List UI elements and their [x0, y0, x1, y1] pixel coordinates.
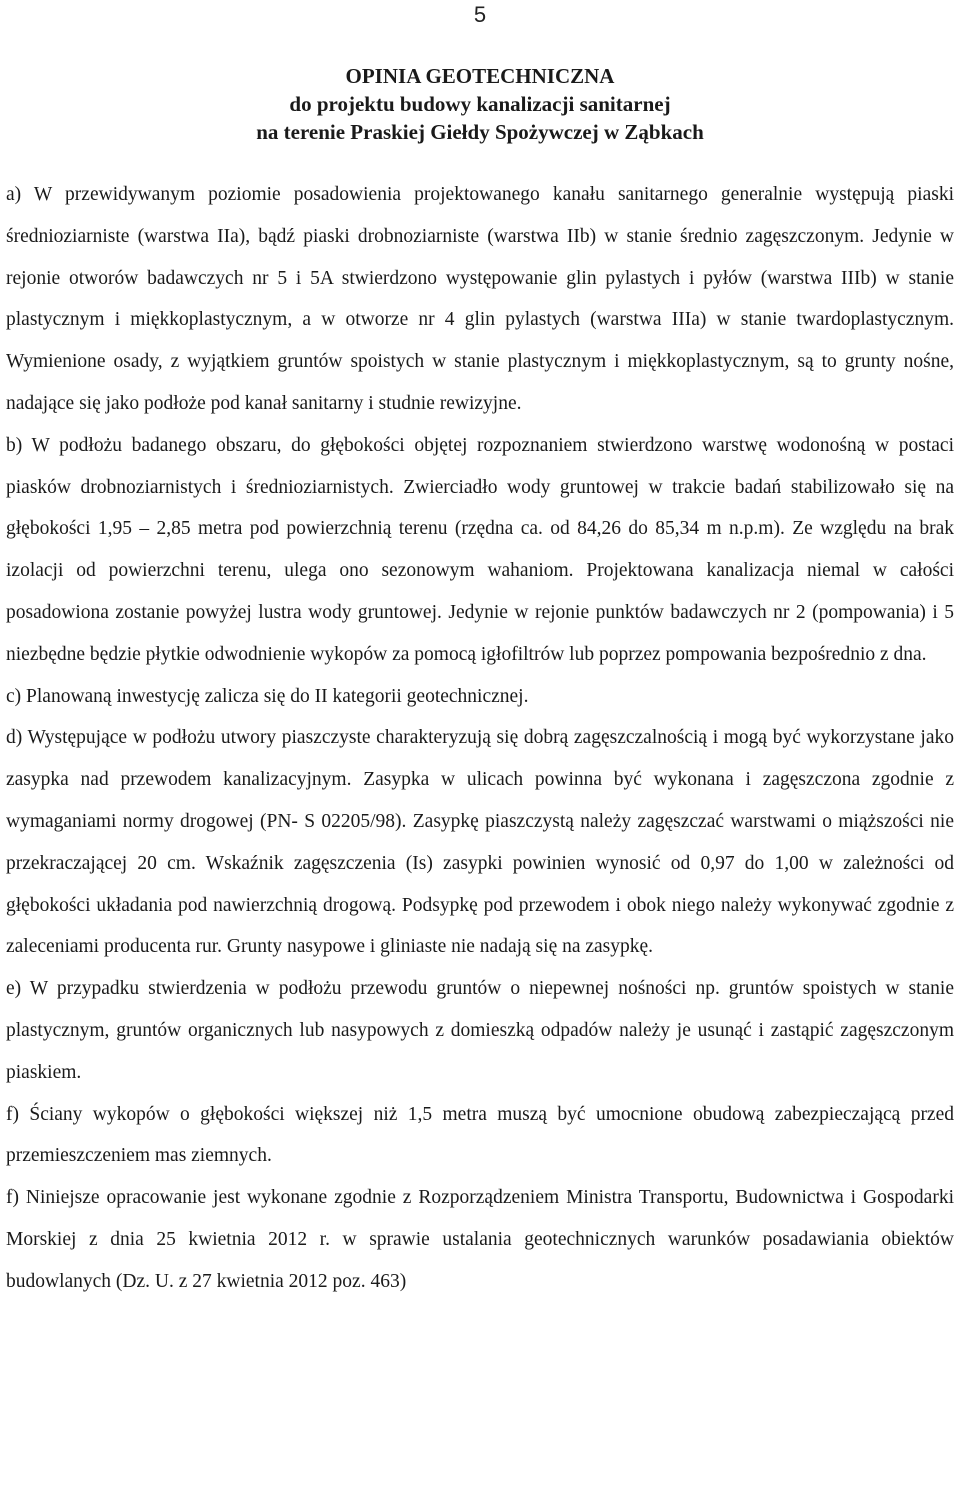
paragraph-f-excavation: f) Ściany wykopów o głębokości większej niż 1,5 metra muszą być umocnione obudową zabezpieczającą przed przemieszczeniem mas ziemnych. [6, 1103, 954, 1167]
document-body [6, 174, 954, 1303]
paragraph-e: e) W przypadku stwierdzenia w podłożu przewodu gruntów o niepewnej nośności np. gruntów spoistych w stanie plastycznym, gruntów organicznych lub nasypowych z domieszką odpadów należy je usunąć i zastąpić zagęszczonym piaskiem. [6, 978, 954, 1083]
document-title: OPINIA GEOTECHNICZNA [345, 64, 615, 88]
document-subtitle-project: do projektu budowy kanalizacji sanitarnej [289, 92, 671, 116]
document-subtitle-location: na terenie Praskiej Giełdy Spożywczej w Ząbkach [256, 120, 704, 144]
document-header [0, 62, 960, 146]
paragraph-b: b) W podłożu badanego obszaru, do głębokości objętej rozpoznaniem stwierdzono warstwę wodonośną w postaci piasków drobnoziarnistych i średnioziarnistych. Zwierciadło wody gruntowej w trakcie badań stabilizowało się na głębokości 1,95 – 2,85 metra pod powierzchnią terenu (rzędna ca. od 84,26 do 85,34 m n.p.m). Ze względu na brak izolacji od powierzchni terenu, ulega ono sezonowym wahaniom. Projektowana kanalizacja niemal w całości posadowiona zostanie powyżej lustra wody gruntowej. Jedynie w rejonie punktów badawczych nr 2 (pompowania) i 5 niezbędne będzie płytkie odwodnienie wykopów za pomocą igłofiltrów lub poprzez pompowania bezpośrednio z dna. [6, 434, 954, 665]
paragraph-f-regulation: f) Niniejsze opracowanie jest wykonane zgodnie z Rozporządzeniem Ministra Transportu, Budownictwa i Gospodarki Morskiej z dnia 25 kwietnia 2012 r. w sprawie ustalania geotechnicznych warunków posadawiania obiektów budowlanych (Dz. U. z 27 kwietnia 2012 poz. 463) [6, 1187, 954, 1292]
page-number: 5 [473, 2, 487, 27]
paragraph-d: d) Występujące w podłożu utwory piaszczyste charakteryzują się dobrą zagęszczalnością i mogą być wykorzystane jako zasypka nad przewodem kanalizacyjnym. Zasypka w ulicach powinna być wykonana i zagęszczona zgodnie z wymaganiami normy drogowej (PN- S 02205/98). Zasypkę piaszczystą należy zagęszczać warstwami o miąższości nie przekraczającej 20 cm. Wskaźnik zagęszczenia (Is) zasypki powinien wynosić od 0,97 do 1,00 w zależności od głębokości układania pod nawierzchnią drogową. Podsypkę pod przewodem i obok niego należy wykonywać zgodnie z zaleceniami producenta rur. Grunty nasypowe i gliniaste nie nadają się na zasypkę. [6, 727, 954, 958]
paragraph-c: c) Planowaną inwestycję zalicza się do II kategorii geotechnicznej. [6, 685, 529, 707]
paragraph-a: a) W przewidywanym poziomie posadowienia projektowanego kanału sanitarnego generalnie występują piaski średnioziarniste (warstwa IIa), bądź piaski drobnoziarniste (warstwa IIb) w stanie średnio zagęszczonym. Jedynie w rejonie otworów badawczych nr 5 i 5A stwierdzono występowanie glin pylastych i pyłów (warstwa IIIb) w stanie plastycznym i miękkoplastycznym, a w otworze nr 4 glin pylastych (warstwa IIIa) w stanie twardoplastycznym. Wymienione osady, z wyjątkiem gruntów spoistych w stanie plastycznym i miękkoplastycznym, są to grunty nośne, nadające się jako podłoże pod kanał sanitarny i studnie rewizyjne. [6, 184, 954, 414]
